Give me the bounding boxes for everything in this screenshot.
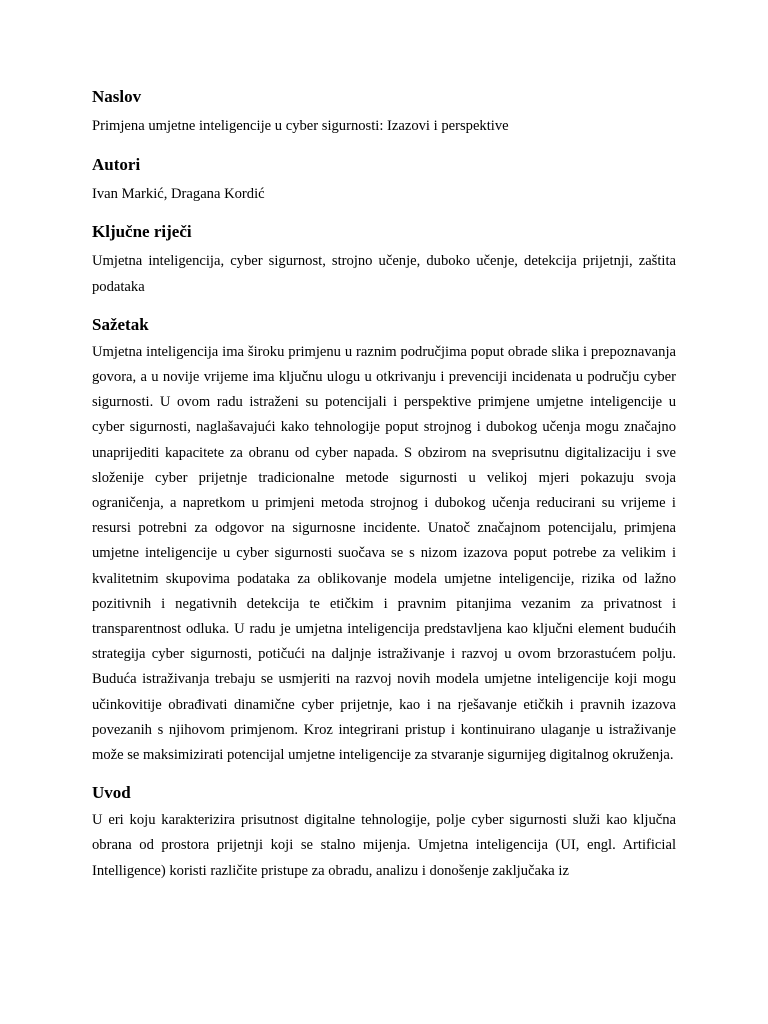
introduction-text: U eri koju karakterizira prisutnost digitalne tehnologije, polje cyber sigurnosti služi kao ključna obrana od prostora prijetnji koji se stalno mijenja. Umjetna inteligencija (UI, engl. Artificial Intelligence) koristi različite pristupe za obradu, analizu i donošenje zaključaka iz <box>92 812 676 879</box>
introduction-clip <box>92 804 676 884</box>
section-heading-keywords: Ključne riječi <box>92 222 192 242</box>
section-heading-abstract: Sažetak <box>92 314 149 334</box>
section-heading-authors: Autori <box>92 155 141 175</box>
authors-text: Ivan Markić, Dragana Kordić <box>92 186 265 203</box>
keywords-text: Umjetna inteligencija, cyber sigurnost, strojno učenje, duboko učenje, detekcija prijetnji, zaštita podataka <box>92 253 676 295</box>
document-page <box>92 86 676 884</box>
section-heading-introduction: Uvod <box>92 783 131 803</box>
paper-title-text: Primjena umjetne inteligencije u cyber sigurnosti: Izazovi i perspektive <box>92 118 509 134</box>
section-heading-title: Naslov <box>92 87 142 106</box>
abstract-text: Umjetna inteligencija ima široku primjenu u raznim područjima poput obrade slika i prepoznavanja govora, a u novije vrijeme ima ključnu ulogu u otkrivanju i prevenciji incidenata u području cyber sigurnosti. U ovom radu istraženi su potencijali i perspektive primjene umjetne inteligencije u cyber sigurnosti, naglašavajući kako tehnologije poput strojnog i dubokog učenja mogu značajno unaprijediti kapacitete za obranu od cyber napada. S obzirom na sveprisutnu digitalizaciju i sve složenije cyber prijetnje tradicionalne metode sigurnosti u velikoj mjeri pokazuju svoja ograničenja, a napretkom u primjeni metoda strojnog i dubokog učenja reducirani su vrijeme i resursi potrebni za odgovor na sigurnosne incidente. Unatoč značajnom potencijalu, primjena umjetne inteligencije u cyber sigurnosti suočava se s nizom izazova poput potrebe za velikim i kvalitetnim skupovima podataka za oblikovanje modela umjetne inteligencije, rizika od lažno pozitivnih i negativnih detekcija te etičkim i pravnim pitanjima vezanim za privatnost i transparentnost odluka. U radu je umjetna inteligencija predstavljena kao ključni element budućih strategija cyber sigurnosti, potičući na daljnje istraživanje i razvoj u ovom brzorastućem polju. Buduća istraživanja trebaju se usmjeriti na razvoj novih modela umjetne inteligencije koji mogu učinkovitije obrađivati dinamične cyber prijetnje, kao i na rješavanje etičkih i pravnih izazova povezanih s njihovom primjenom. Kroz integrirani pristup i kontinuirano ulaganje u istraživanje može se maksimizirati potencijal umjetne inteligencije za stvaranje sigurnijeg digitalnog okruženja. <box>92 343 676 764</box>
